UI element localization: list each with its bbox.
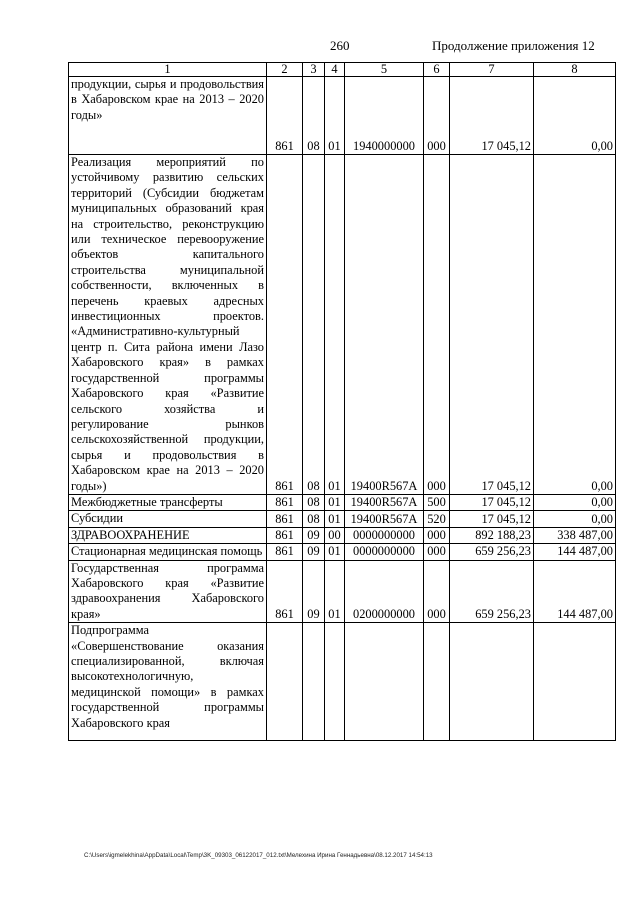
column-numbers-row bbox=[69, 63, 616, 77]
row-cell-7: 17 045,12 bbox=[450, 77, 534, 155]
row-cell-5: 0000000000 bbox=[345, 544, 424, 560]
row-cell-4: 01 bbox=[325, 494, 345, 510]
row-cell-2: 861 bbox=[267, 544, 303, 560]
table-row bbox=[69, 623, 616, 741]
row-description: Стационарная медицинская помощь bbox=[69, 544, 267, 560]
row-cell-4: 01 bbox=[325, 544, 345, 560]
row-description: Подпрограмма «Совершенствование оказания специализированной, включая высокотехнологичную, медицинской помощи» в рамках государственной программы Хабаровского края bbox=[69, 623, 267, 741]
row-cell-6 bbox=[424, 623, 450, 741]
row-cell-6: 520 bbox=[424, 511, 450, 527]
row-cell-2: 861 bbox=[267, 77, 303, 155]
row-description: Государственная программа Хабаровского края «Развитие здравоохранения Хабаровского края» bbox=[69, 560, 267, 623]
row-cell-5: 0200000000 bbox=[345, 560, 424, 623]
row-cell-2: 861 bbox=[267, 527, 303, 543]
row-cell-7: 17 045,12 bbox=[450, 511, 534, 527]
row-cell-3: 09 bbox=[303, 544, 325, 560]
row-cell-7: 17 045,12 bbox=[450, 494, 534, 510]
row-cell-3: 08 bbox=[303, 77, 325, 155]
row-cell-2: 861 bbox=[267, 494, 303, 510]
row-cell-8 bbox=[534, 623, 616, 741]
row-cell-8: 0,00 bbox=[534, 494, 616, 510]
column-header: 7 bbox=[450, 63, 534, 77]
table-row bbox=[69, 494, 616, 510]
row-cell-3: 09 bbox=[303, 527, 325, 543]
row-cell-7: 892 188,23 bbox=[450, 527, 534, 543]
table-row bbox=[69, 560, 616, 623]
row-cell-2: 861 bbox=[267, 560, 303, 623]
row-cell-7: 659 256,23 bbox=[450, 560, 534, 623]
column-header: 2 bbox=[267, 63, 303, 77]
row-cell-5: 19400R567A bbox=[345, 494, 424, 510]
budget-table bbox=[68, 62, 616, 741]
row-description: продукции, сырья и продовольствия в Хабаровском крае на 2013 – 2020 годы» bbox=[69, 77, 267, 155]
row-cell-6: 000 bbox=[424, 77, 450, 155]
row-cell-4: 01 bbox=[325, 511, 345, 527]
column-header: 4 bbox=[325, 63, 345, 77]
column-header: 8 bbox=[534, 63, 616, 77]
row-cell-4: 00 bbox=[325, 527, 345, 543]
table-row bbox=[69, 511, 616, 527]
row-cell-5: 19400R567A bbox=[345, 155, 424, 495]
row-cell-6: 500 bbox=[424, 494, 450, 510]
row-cell-3 bbox=[303, 623, 325, 741]
row-cell-8: 0,00 bbox=[534, 155, 616, 495]
column-header: 3 bbox=[303, 63, 325, 77]
row-cell-2 bbox=[267, 623, 303, 741]
row-cell-5: 1940000000 bbox=[345, 77, 424, 155]
row-cell-5: 0000000000 bbox=[345, 527, 424, 543]
row-cell-6: 000 bbox=[424, 560, 450, 623]
column-header: 6 bbox=[424, 63, 450, 77]
column-header: 1 bbox=[69, 63, 267, 77]
row-cell-4: 01 bbox=[325, 155, 345, 495]
row-description: Субсидии bbox=[69, 511, 267, 527]
table-row bbox=[69, 77, 616, 155]
row-cell-2: 861 bbox=[267, 155, 303, 495]
row-cell-8: 144 487,00 bbox=[534, 544, 616, 560]
row-cell-8: 144 487,00 bbox=[534, 560, 616, 623]
row-cell-3: 09 bbox=[303, 560, 325, 623]
table-row bbox=[69, 155, 616, 495]
row-cell-2: 861 bbox=[267, 511, 303, 527]
row-cell-3: 08 bbox=[303, 494, 325, 510]
row-cell-3: 08 bbox=[303, 155, 325, 495]
row-cell-6: 000 bbox=[424, 527, 450, 543]
row-cell-4: 01 bbox=[325, 77, 345, 155]
file-path-footer: C:\Users\igmelekhina\AppData\Local\Temp\3K_09303_06122017_012.txt\Мелехина Ирина Геннадьевна\08.12.2017 14:54:13 bbox=[84, 852, 433, 859]
row-cell-8: 0,00 bbox=[534, 77, 616, 155]
row-cell-6: 000 bbox=[424, 544, 450, 560]
column-header: 5 bbox=[345, 63, 424, 77]
row-cell-7 bbox=[450, 623, 534, 741]
row-description: Межбюджетные трансферты bbox=[69, 494, 267, 510]
row-cell-4: 01 bbox=[325, 560, 345, 623]
row-cell-4 bbox=[325, 623, 345, 741]
row-cell-6: 000 bbox=[424, 155, 450, 495]
row-cell-8: 338 487,00 bbox=[534, 527, 616, 543]
row-description: Реализация мероприятий по устойчивому развитию сельских территорий (Субсидии бюджетам муниципальных образований края на строительство, реконструкцию или техническое перевооружение объектов капитального строительства муниципальной собственности, включенных в перечень краевых адресных инвестиционных проектов. «Административно-культурный центр п. Сита района имени Лазо Хабаровского края» в рамках государственной программы Хабаровского края «Развитие сельского хозяйства и регулирование рынков сельскохозяйственной продукции, сырья и продовольствия в Хабаровском крае на 2013 – 2020 годы») bbox=[69, 155, 267, 495]
row-cell-7: 17 045,12 bbox=[450, 155, 534, 495]
page-header bbox=[0, 38, 640, 56]
row-cell-5: 19400R567A bbox=[345, 511, 424, 527]
table-row bbox=[69, 544, 616, 560]
row-cell-5 bbox=[345, 623, 424, 741]
continuation-label: Продолжение приложения 12 bbox=[432, 38, 595, 53]
row-description: ЗДРАВООХРАНЕНИЕ bbox=[69, 527, 267, 543]
page-number: 260 bbox=[330, 38, 350, 53]
table-row bbox=[69, 527, 616, 543]
row-cell-8: 0,00 bbox=[534, 511, 616, 527]
row-cell-7: 659 256,23 bbox=[450, 544, 534, 560]
row-cell-3: 08 bbox=[303, 511, 325, 527]
